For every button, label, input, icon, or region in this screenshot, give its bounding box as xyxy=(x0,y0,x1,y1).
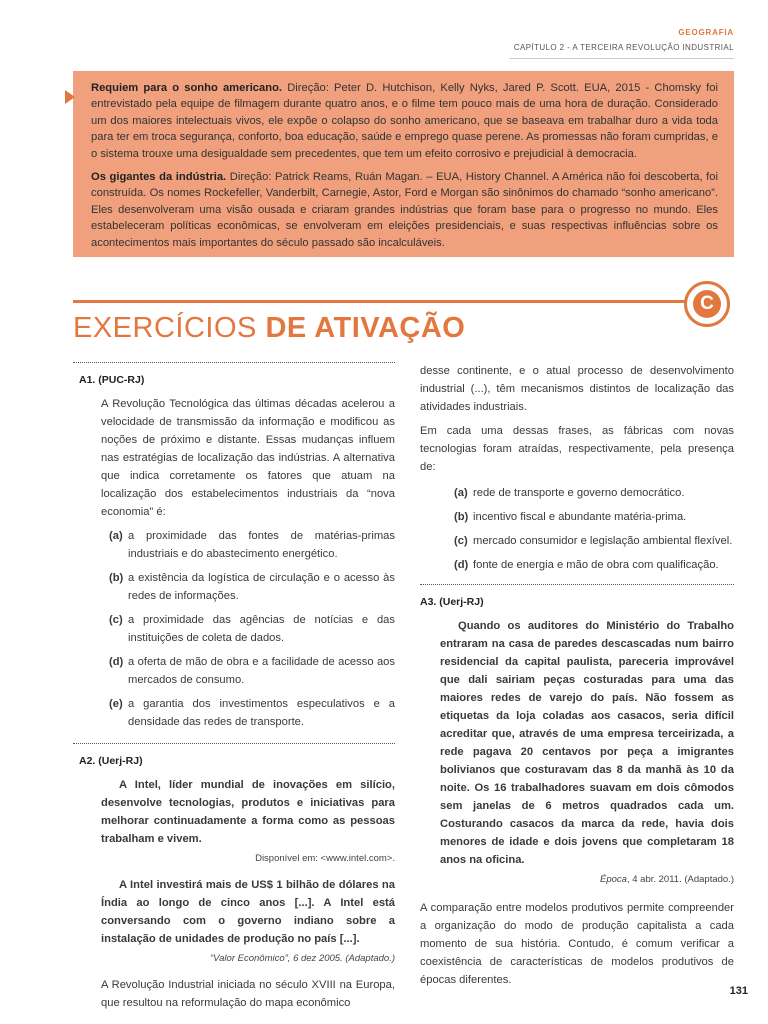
alternative-text: fonte de energia e mão de obra com qualificação. xyxy=(473,559,719,571)
tip-title: Requiem para o sonho americano. xyxy=(91,82,283,94)
play-arrow-icon xyxy=(65,90,75,104)
page-number: 131 xyxy=(729,985,748,997)
alternative-letter: (b) xyxy=(109,572,124,584)
question-heading-a3: A3. (Uerj-RJ) xyxy=(420,596,484,608)
dotted-divider xyxy=(420,584,734,585)
question-stem-a2-prompt: Em cada uma dessas frases, as fábricas com novas tecnologias foram atraídas, respectivamente, pela presença de: xyxy=(420,425,734,473)
section-title xyxy=(73,312,465,345)
header-divider xyxy=(509,58,734,59)
source-a3 xyxy=(420,871,734,889)
alternative-letter: (d) xyxy=(454,559,469,571)
alternative-letter: (a) xyxy=(109,530,123,542)
badge-letter: C xyxy=(693,290,721,318)
question-stem-a3: A comparação entre modelos produtivos permite compreender a organização do modo de produção capitalista a cada momento de sua história. Contudo, é comum verificar a coexistência de características de modelos produtivos de épocas diferentes. xyxy=(420,902,734,986)
chapter-label: CAPÍTULO 2 - A TERCEIRA REVOLUÇÃO INDUSTRIAL xyxy=(513,43,734,52)
tip-title: Os gigantes da indústria. xyxy=(91,171,227,184)
section-badge-icon xyxy=(684,281,730,327)
alternative-letter: (c) xyxy=(109,614,123,626)
dotted-divider xyxy=(73,743,395,744)
alternative-text: a proximidade das agências de notícias e das instituições de coleta de dados. xyxy=(128,614,395,644)
alternative-a2-d xyxy=(454,556,734,574)
tip-item xyxy=(91,169,718,251)
alternative-a2-c xyxy=(454,532,734,550)
alternative-text: incentivo fiscal e abundante matéria-prima. xyxy=(473,511,687,523)
right-column xyxy=(420,362,734,989)
alternative-letter: (c) xyxy=(454,535,468,547)
alternative-a1-a xyxy=(109,527,395,563)
alternative-letter: (d) xyxy=(109,656,124,668)
source-a2-2: “Valor Econômico”, 6 dez 2005. (Adaptado.) xyxy=(210,953,395,964)
alternative-a1-e xyxy=(109,695,395,731)
question-stem-a1: A Revolução Tecnológica das últimas décadas acelerou a velocidade de transmissão da informação e modificou as noções de próximo e distante. Essas mudanças influem nas estratégias de localização das indústrias. A alternativa que indica corretamente os fatores que atuam na localização dos estabelecimentos industriais da “nova economia” é: xyxy=(101,398,395,518)
tip-item xyxy=(91,80,718,162)
alternative-a2-b xyxy=(454,508,734,526)
question-heading-a1: A1. (PUC-RJ) xyxy=(79,374,145,386)
alternative-a1-c xyxy=(109,611,395,647)
alternative-a1-b xyxy=(109,569,395,605)
alternative-text: mercado consumidor e legislação ambiental flexível. xyxy=(473,535,733,547)
alternative-text: rede de transporte e governo democrático. xyxy=(473,487,685,499)
question-heading-a2: A2. (Uerj-RJ) xyxy=(79,755,143,767)
subject-label: GEOGRAFIA xyxy=(678,28,734,37)
alternative-letter: (b) xyxy=(454,511,469,523)
tips-box xyxy=(73,71,734,257)
quote-a3: Quando os auditores do Ministério do Trabalho entraram na casa de paredes descascadas num bairro residencial da capital paulista, pareceria improvável que dali sairiam peças costuradas para uma das maiores redes de varejo do país. Não fossem as etiquetas da loja coladas aos casacos, seria difícil acreditar que, através de uma empresa terceirizada, a rede pagava 20 centavos por peça a imigrantes bolivianos que costuravam das 8 da manhã às 10 da noite. Os 16 trabalhadores suavam em dois cômodos sem janelas de 6 metros quadrados cada um. Costurando casacos da marca da rede, havia dois menores de idade e dois jovens que completaram 18 anos na oficina. xyxy=(440,620,734,866)
question-stem-a2-continued: desse continente, e o atual processo de desenvolvimento industrial (...), têm mecanismos distintos de localização das atividades industriais. xyxy=(420,365,734,413)
alternative-text: a existência da logística de circulação e o acesso às redes de informações. xyxy=(128,572,395,602)
left-column xyxy=(73,362,395,1012)
quote-a2-2: A Intel investirá mais de US$ 1 bilhão de dólares na Índia ao longo de cinco anos [...]. A Intel está conversando com o governo indiano sobre a instalação de unidades de produção no país [...]. xyxy=(101,879,395,945)
alternative-letter: (e) xyxy=(109,698,123,710)
alternative-letter: (a) xyxy=(454,487,468,499)
alternative-text: a oferta de mão de obra e a facilidade de acesso aos mercados de consumo. xyxy=(128,656,395,686)
source-date: , 4 abr. 2011. (Adaptado.) xyxy=(626,874,734,885)
alternative-a2-a xyxy=(454,484,734,502)
dotted-divider xyxy=(73,362,395,363)
alternative-text: a garantia dos investimentos especulativos e a densidade das redes de transporte. xyxy=(128,698,395,728)
quote-a2-1: A Intel, líder mundial de inovações em silício, desenvolve tecnologias, produtos e iniciativas para melhorar continuadamente a forma como as pessoas trabalham e vivem. xyxy=(101,779,395,845)
section-title-light: EXERCÍCIOS xyxy=(73,312,266,344)
section-divider xyxy=(73,300,692,303)
alternative-text: a proximidade das fontes de matérias-primas industriais e do abastecimento energético. xyxy=(128,530,395,560)
source-a2-1: Disponível em: <www.intel.com>. xyxy=(255,853,395,864)
source-publication: Época xyxy=(600,874,627,885)
tip-text: Direção: Patrick Reams, Ruán Magan. – EUA, History Channel. A América não foi descoberta, foi construída. Os nomes Rockefeller, Vanderbilt, Carnegie, Astor, Ford e Morgan são sinônimos do chamado “sonho americano”. Eles desenvolveram uma visão ousada e criaram grandes indústrias que foram base para o progresso no mundo. Eles estabeleceram políticas econômicas, se envolveram em eleições presidenciais, e suas respectivas influências sobre os acontecimentos mais importantes do século passado são incalculáveis. xyxy=(91,171,719,249)
section-title-bold: DE ATIVAÇÃO xyxy=(265,312,466,344)
page-header xyxy=(514,28,734,52)
question-stem-a2: A Revolução Industrial iniciada no século XVIII na Europa, que resultou na reformulação do mapa econômico xyxy=(101,979,395,1009)
tip-text: Direção: Peter D. Hutchison, Kelly Nyks, Jared P. Scott. EUA, 2015 - Chomsky foi entrevistado pela equipe de filmagem durante quatro anos, e o filme tem pouco mais de uma hora de duração. Considerado um dos maiores intelectuais vivos, ele expõe o colapso do sonho americano, que se baseava em trabalhar duro a vida toda para ter em troca segurança, conforto, boa educação, saúde e emprego quase perene. As promessas não foram cumpridas, e o sistema trouxe uma desigualdade sem precedentes, que tem um efeito corrosivo e prejudicial à democracia. xyxy=(91,82,718,160)
alternative-a1-d xyxy=(109,653,395,689)
